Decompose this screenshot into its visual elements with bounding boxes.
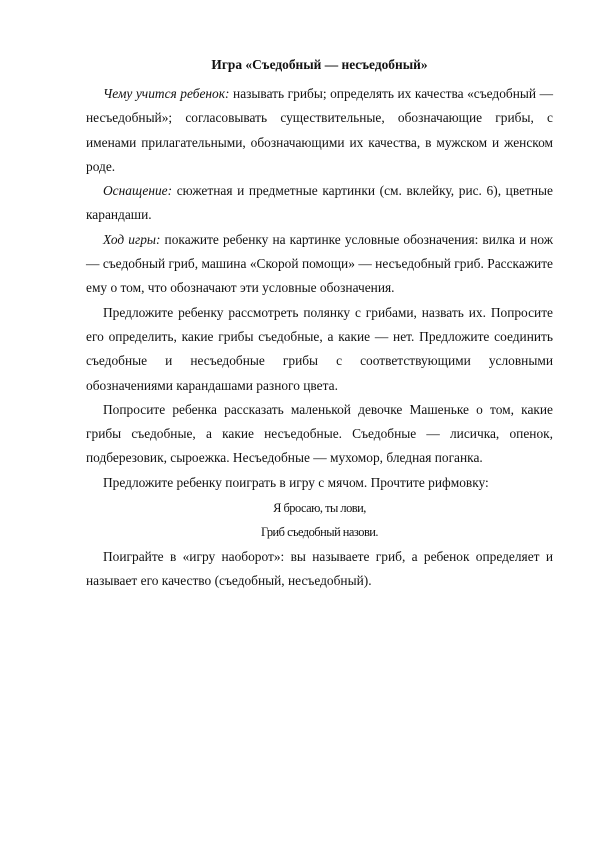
paragraph-goal-lead: Чему учится ребенок: — [103, 86, 230, 101]
paragraph-game-flow — [86, 228, 553, 301]
paragraph-closing — [86, 545, 553, 594]
paragraph-goal — [86, 82, 553, 179]
paragraph-closing-text: Поиграйте в «игру наоборот»: вы называете гриб, а ребенок определяет и называет его качество (съедобный, несъедобный). — [86, 548, 553, 588]
verse-line-2: Гриб съедобный назови. — [260, 525, 379, 540]
paragraph-game-flow-text: покажите ребенку на картинке условные обозначения: вилка и нож — съедобный гриб, машина «Скорой помощи» — несъедобный гриб. Расскажите ему о том, что обозначают эти условные обозначения. — [86, 231, 553, 296]
paragraph-ball-game-text: Предложите ребенку поиграть в игру с мячом. Прочтите рифмовку: — [103, 474, 489, 490]
paragraph-mashenka — [86, 398, 553, 471]
document-title: Игра «Съедобный — несъедобный» — [211, 57, 428, 72]
paragraph-goal-text: называть грибы; определять их качества «съедобный — несъедобный»; согласовывать существительные, обозначающие грибы, с именами прилагательными, обозначающими их качества, в мужском и женском роде. — [86, 86, 553, 174]
paragraph-equipment-text: сюжетная и предметные картинки (см. вклейку, рис. 6), цветные карандаши. — [86, 183, 553, 223]
paragraph-equipment — [86, 179, 553, 228]
paragraph-mashenka-text: Попросите ребенка рассказать маленькой девочке Машеньке о том, какие грибы съедобные, а какие несъедобные. Съедобные — лисичка, опенок, подберезовик, сыроежка. Несъедобные — мухомор, бледная поганка. — [86, 401, 553, 466]
paragraph-meadow-text: Предложите ребенку рассмотреть полянку с грибами, назвать их. Попросите его определить, какие грибы съедобные, а какие — нет. Предложите соединить съедобные и несъедобные грибы с соответствующими условными обозначениями карандашами разного цвета. — [86, 304, 553, 393]
paragraph-meadow — [86, 301, 553, 398]
paragraph-game-flow-lead: Ход игры: — [103, 231, 161, 247]
verse-line-1: Я бросаю, ты лови, — [273, 501, 366, 516]
paragraph-equipment-lead: Оснащение: — [103, 183, 173, 199]
paragraph-ball-game — [86, 471, 553, 495]
